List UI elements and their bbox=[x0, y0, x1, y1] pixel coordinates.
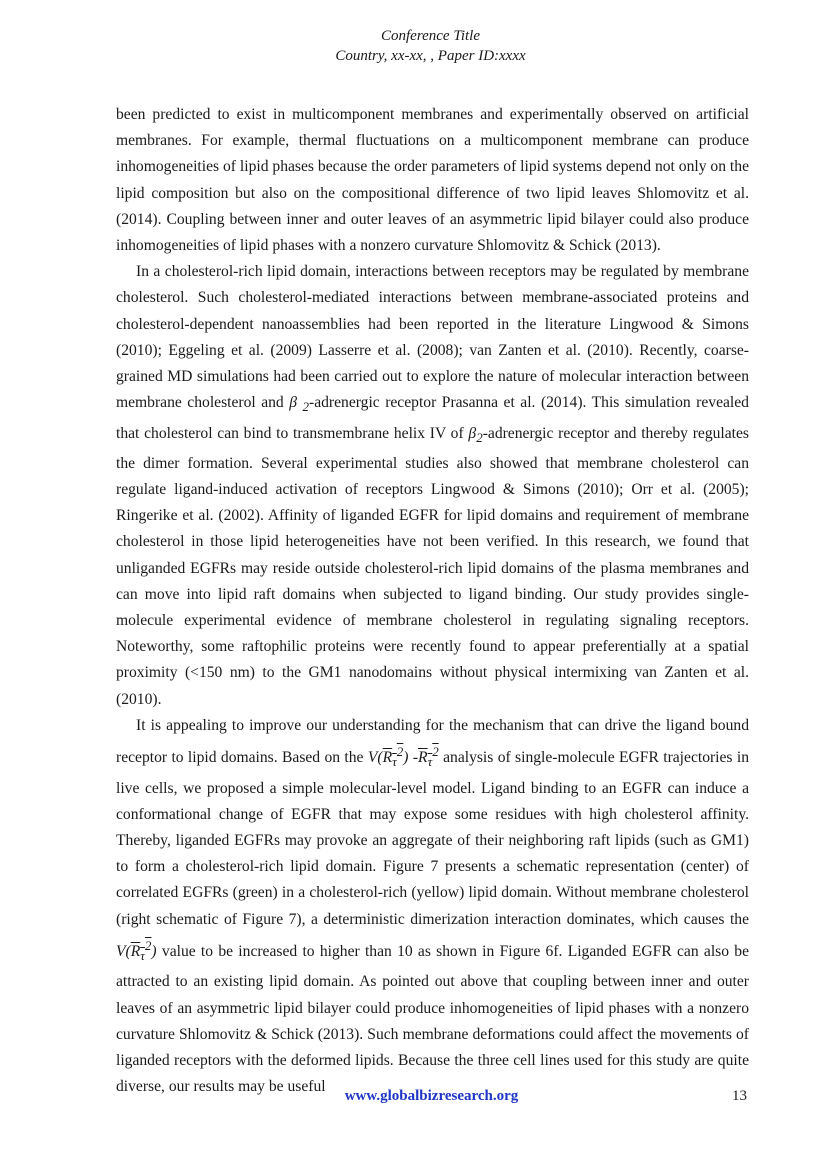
math-superscript: 2 bbox=[144, 937, 152, 953]
math-subscript: τ bbox=[140, 948, 145, 964]
paragraph bbox=[116, 713, 749, 1100]
math-superscript: 2 bbox=[432, 744, 439, 760]
paragraph bbox=[116, 102, 749, 259]
math-symbol: β bbox=[468, 424, 477, 442]
paragraph-text: been predicted to exist in multicomponent membranes and experimentally observed on artificial membranes. For example, thermal fluctuations on a multicomponent membrane can produce inhomogeneities of lipid phases because the order parameters of lipid systems depend not only on the lipid composition but also on the compositional difference of two lipid leaves Shlomovitz et al. (2014). Coupling between inner and outer leaves of an asymmetric lipid bilayer could also produce inhomogeneities of lipid phases with a nonzero curvature Shlomovitz & Schick (2013). bbox=[116, 106, 749, 255]
paragraph-text: - bbox=[408, 749, 419, 767]
paragraph-text: In a cholesterol-rich lipid domain, interactions between receptors may be regulated by membrane cholesterol. Such cholesterol-mediated interactions between membrane-associated proteins and cholesterol-dependent nanoassemblies had been reported in the literature Lingwood & Simons (2010); Eggeling et al. (2009) Lasserre et al. (2008); van Zanten et al. (2010). Recently, coarse-grained MD simulations had been carried out to explore the nature of molecular interaction between membrane cholesterol and bbox=[116, 263, 749, 412]
math-beta bbox=[289, 394, 309, 415]
math-beta bbox=[468, 424, 483, 445]
body-text bbox=[116, 102, 749, 1100]
conference-title: Conference Title bbox=[380, 28, 480, 44]
paragraph bbox=[116, 259, 749, 713]
math-subscript: 2 bbox=[302, 399, 309, 415]
page-header bbox=[0, 26, 827, 66]
math-variance-expr: $V(R_\tau^2)$ bbox=[116, 937, 157, 964]
paragraph-text: value to be increased to higher than 10 as shown in Figure 6f. Liganded EGFR can also be attracted to an existing lipid domain. As pointed out above that coupling between inner and outer leaves of an asymmetric lipid bilayer could produce inhomogeneities of lipid phases with a nonzero curvature Shlomovitz & Schick (2013). Such membrane deformations could affect the movements of liganded receptors with the deformed lipids. Because the three cell lines used for this study are quite diverse, our results may be useful bbox=[116, 943, 749, 1096]
math-subscript: 2 bbox=[476, 429, 483, 445]
math-variance-expr: $V(R_\tau^2)$ bbox=[367, 744, 409, 770]
math-superscript: 2 bbox=[396, 744, 404, 760]
footer-website-link[interactable]: www.globalbizresearch.org bbox=[344, 1088, 519, 1104]
math-overline bbox=[418, 744, 439, 770]
page-number: 13 bbox=[732, 1088, 747, 1104]
conference-location: Country, xx-xx, , Paper ID:xxxx bbox=[335, 48, 526, 64]
math-subscript: τ bbox=[427, 754, 433, 770]
math-symbol: β bbox=[289, 394, 297, 412]
math-symbol: R bbox=[130, 943, 141, 960]
paragraph-text: -adrenergic receptor Prasanna et al. (2014). This simulation revealed that cholesterol can bind to transmembrane helix IV of bbox=[116, 394, 749, 442]
math-symbol: V bbox=[116, 943, 126, 960]
math-symbol: R bbox=[382, 749, 393, 767]
paragraph-text: It is appealing to improve our understanding for the mechanism that can drive the ligand bound receptor to lipid domains. Based on the bbox=[116, 716, 749, 767]
math-subscript: τ bbox=[392, 754, 397, 770]
math-symbol: V bbox=[367, 749, 378, 767]
paragraph-text: analysis of single-molecule EGFR trajectories in live cells, we proposed a simple molecular-level model. Ligand binding to an EGFR can induce a conformational change of EGFR that may expose some residues with high cholesterol affinity. Thereby, liganded EGFRs may provoke an aggregate of their neighboring raft lipids (such as GM1) to form a cholesterol-rich lipid domain. Figure 7 presents a schematic representation (center) of correlated EGFRs (green) in a cholesterol-rich (yellow) lipid domain. Without membrane cholesterol (right schematic of Figure 7), a deterministic dimerization interaction dominates, which causes the bbox=[116, 749, 749, 928]
math-symbol: R bbox=[418, 749, 428, 767]
paragraph-text: -adrenergic receptor and thereby regulates the dimer formation. Several experimental studies also showed that membrane cholesterol can regulate ligand-induced activation of receptors Lingwood & Simons (2010); Orr et al. (2005); Ringerike et al. (2002). Affinity of liganded EGFR for lipid domains and requirement of membrane cholesterol in those lipid heterogeneities have not been verified. In this research, we found that unliganded EGFRs may reside outside cholesterol-rich lipid domains of the plasma membranes and can move into lipid raft domains when subjected to ligand binding. Our study provides single-molecule experimental evidence of membrane cholesterol in regulating signaling receptors. Noteworthy, some raftophilic proteins were recently found to appear preferentially at a spatial proximity (<150 nm) to the GM1 nanodomains without physical intermixing van Zanten et al. (2010). bbox=[116, 424, 749, 708]
